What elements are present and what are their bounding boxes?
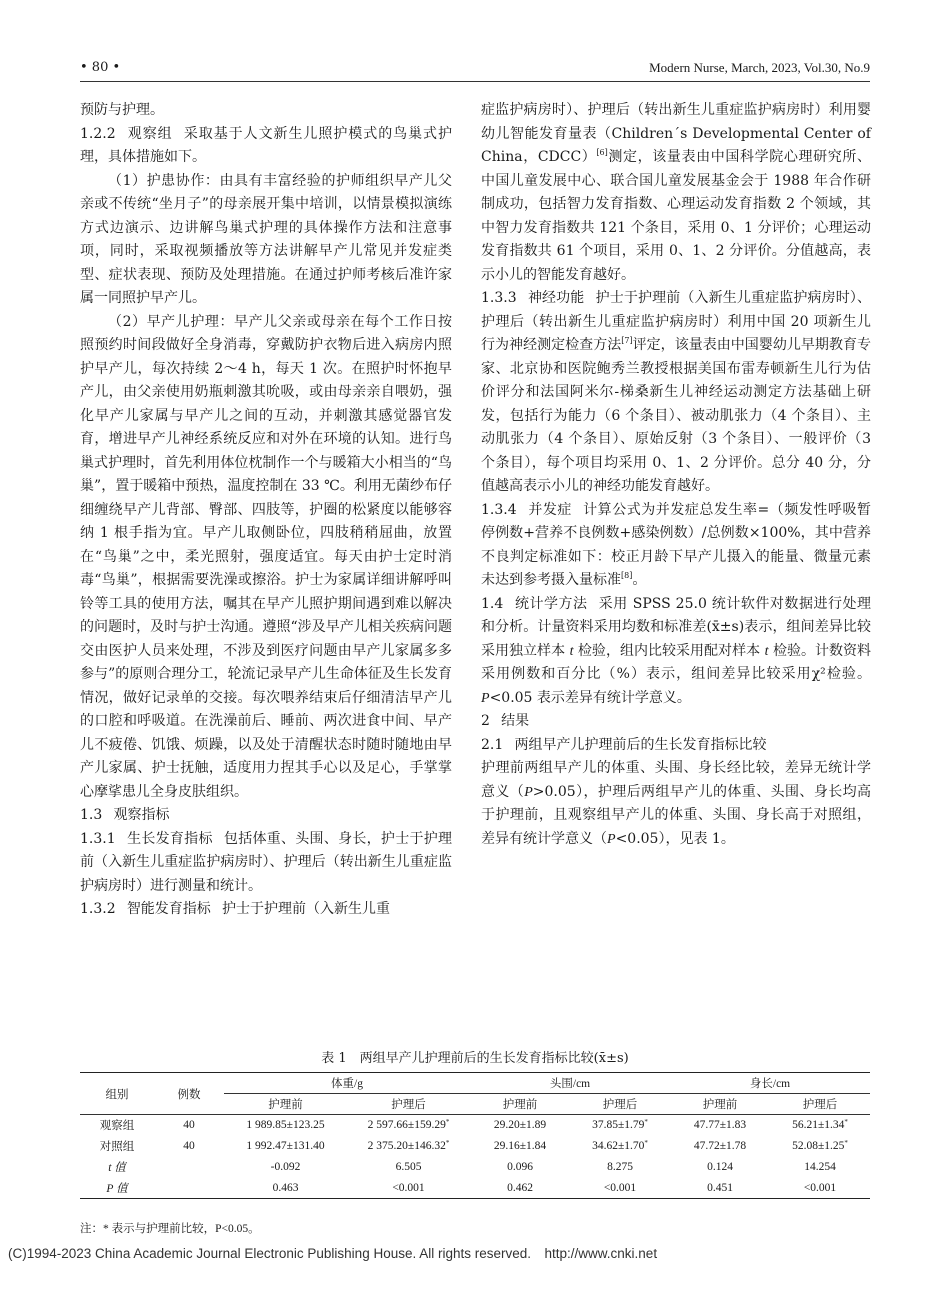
- growth-table: [80, 1072, 870, 1199]
- cell: 8.275: [607, 1161, 633, 1173]
- section-text: 采取基于人文新生儿照护模式的鸟巢式护理，具体措施如下。: [80, 125, 453, 165]
- cell: 47.72±1.78: [693, 1140, 747, 1152]
- section-title: 并发症: [527, 501, 572, 518]
- cell: <0.001: [570, 1178, 670, 1199]
- running-header: [80, 58, 870, 82]
- table-row: [80, 1136, 870, 1157]
- th-after: 护理后: [770, 1094, 870, 1115]
- section-number: 2: [481, 713, 490, 729]
- section-text: <0.05 表示差异有统计学意义。: [489, 689, 691, 706]
- cell: 0.462: [470, 1178, 570, 1199]
- section-text: 检验。计数资料采用例数和百分比（%）表示，组间差异比较采用χ²检验。: [481, 642, 872, 682]
- cell: [770, 1115, 870, 1136]
- section-1-3-2: [80, 898, 452, 922]
- text-span: >0.05），护理后两组早产儿的体重、头围、身长均高于护理前，且观察组早产儿的体重、头围、身长高于对照组，差异有统计学意义（: [481, 783, 872, 847]
- page-number: • 80 •: [80, 60, 121, 75]
- cell: 14.254: [804, 1161, 836, 1173]
- paragraph: （2）早产儿护理：早产儿父亲或母亲在每个工作日按照预约时间段做好全身消毒，穿戴防护衣物后进入病房内照护早产儿，每次持续 2～4 h，每天 1 次。在照护时怀抱早产儿，由父亲使用奶瓶刺激其吮吸，或由母亲亲自喂奶，强化早产儿家属与早产儿之间的互动，并刺激其感觉器官发育，增进早产儿神经系统反应和对外在环境的认知。进行鸟巢式护理时，首先利用体位枕制作一个与暖箱大小相当的“鸟巢”，置于暖箱中预热，温度控制在 33 ℃。利用无菌纱布仔细缠绕早产儿背部、臀部、四肢等，护圈的松紧度以能够容纳 1 根手指为宜。早产儿取侧卧位，四肢稍稍屈曲，放置在“鸟巢”之中，柔光照射，强度适宜。每天由护士定时消毒“鸟巢”，根据需要洗澡或擦浴。护士为家属详细讲解呼叫铃等工具的使用方法，嘱其在早产儿照护期间遇到难以解决的问题时，及时与护士沟通。遵照“涉及早产儿相关疾病问题交由医护人员来处理，不涉及到医疗问题由早产儿家属多多参与”的原则合理分工，轮流记录早产儿生命体征及生长发育情况，做好记录单的交接。每次喂养结束后仔细清洁早产儿的口腔和呼吸道。在洗澡前后、睡前、两次进食中间、早产儿不疲倦、饥饿、烦躁，以及处于清醒状态时随时随地由早产儿家属、护士抚触，适度用力捏其手心以及足心，手掌掌心摩挲患儿全身皮肤组织。: [80, 313, 452, 800]
- section-number: 1.2.2: [80, 125, 116, 142]
- th-weight: 体重/g: [224, 1073, 470, 1094]
- section-title: 神经功能: [527, 290, 585, 306]
- italic-p: P: [524, 784, 533, 800]
- section-title: 统计学方法: [514, 595, 588, 612]
- section-1-3-1: [80, 828, 452, 899]
- cell: 29.20±1.89: [493, 1119, 547, 1132]
- italic-t: t: [569, 643, 574, 659]
- th-length: 身长/cm: [670, 1073, 870, 1094]
- th-after: 护理后: [347, 1094, 470, 1115]
- copyright-footer: (C)1994-2023 China Academic Journal Electronic Publishing House. All rights reserved. http://www.cnki.net: [8, 1246, 658, 1261]
- journal-info: Modern Nurse, March, 2023, Vol.30, No.9: [649, 60, 870, 75]
- section-1-3-3: [481, 287, 871, 499]
- italic-t: t: [764, 643, 769, 659]
- section-text: 。: [632, 572, 647, 588]
- text-span: 护理前两组早产儿的体重、头围、身长经比较，差异无统计学意义（: [481, 760, 871, 800]
- paragraph: 预防与护理。: [80, 102, 164, 118]
- citation: [8]: [621, 571, 633, 580]
- sig-mark: *: [844, 1118, 848, 1127]
- cell: 观察组: [99, 1120, 135, 1133]
- cell: 29.16±1.84: [493, 1140, 547, 1152]
- right-column: [481, 99, 871, 851]
- th-before: 护理前: [224, 1094, 347, 1115]
- cell: -0.092: [270, 1161, 301, 1173]
- cell: 0.451: [670, 1178, 770, 1199]
- text-span: 症监护病房时）、护理后（转出新生儿重症监护病房时）利用婴幼儿智能发育量表（Children´s Developmental Center of China，CDCC）: [481, 102, 871, 165]
- value: 2 375.20±146.32: [367, 1140, 446, 1152]
- cell: 0.124: [707, 1161, 733, 1173]
- cell: 47.77±1.83: [693, 1119, 747, 1132]
- cell: <0.001: [347, 1178, 470, 1199]
- section-title: 两组早产儿护理前后的生长发育指标比较: [514, 736, 767, 753]
- section-1-3-4: [481, 499, 871, 593]
- section-number: 1.3.3: [481, 290, 517, 306]
- th-before: 护理前: [470, 1094, 570, 1115]
- italic-p: P: [607, 831, 616, 847]
- italic-p: P: [481, 690, 490, 706]
- section-title: 智能发育指标: [126, 901, 211, 917]
- section-text: 护士于护理前（入新生儿重: [222, 901, 390, 917]
- section-number: 1.4: [481, 595, 504, 612]
- cell: 40: [183, 1119, 195, 1132]
- section-number: 1.3.2: [80, 901, 116, 917]
- th-n: 例数: [154, 1073, 224, 1115]
- cell: 1 989.85±123.25: [246, 1119, 325, 1132]
- cell: [347, 1136, 470, 1157]
- section-title: 结果: [501, 713, 530, 729]
- sig-mark: *: [445, 1118, 450, 1127]
- th-head: 头围/cm: [470, 1073, 670, 1094]
- cell: 6.505: [395, 1161, 422, 1173]
- left-column: [80, 99, 452, 922]
- cell: t 值: [108, 1162, 126, 1174]
- cell: [570, 1136, 670, 1157]
- paragraph: [481, 757, 871, 851]
- table-note: 注：* 表示与护理前比较，P<0.05。: [80, 1223, 260, 1235]
- section-2-1: [481, 734, 871, 758]
- paragraph: [481, 99, 871, 287]
- value: 52.08±1.25: [792, 1140, 845, 1152]
- cell: 0.096: [507, 1161, 533, 1173]
- cell: [154, 1157, 224, 1178]
- text-span: <0.05），见表 1。: [615, 830, 735, 847]
- section-1-2-2: [80, 123, 452, 170]
- section-title: 生长发育指标: [126, 830, 213, 847]
- text-span: 测定，该量表由中国科学院心理研究所、中国儿童发展中心、联合国儿童发展基金会于 1988 年合作研制成功，包括智力发育指数、心理运动发育指数 2 个领域，其中智力发育指数共 121 个条目，采用 0、1 分评价；心理运动发育指数共 61 个项目，采用 0、1、2 分评价。分值越高，表示小儿的智能发育越好。: [481, 149, 872, 283]
- cell: 0.463: [224, 1178, 347, 1199]
- cell: P 值: [80, 1178, 154, 1199]
- cell: 1 992.47±131.40: [246, 1140, 325, 1152]
- cell: [570, 1115, 670, 1136]
- cell: [347, 1115, 470, 1136]
- section-1-4: [481, 593, 871, 711]
- section-1-3: [80, 804, 452, 828]
- table-row: [80, 1178, 870, 1199]
- table-row: [80, 1157, 870, 1178]
- sig-mark: *: [445, 1139, 450, 1147]
- section-text: 包括体重、头围、身长，护士于护理前（入新生儿重症监护病房时）、护理后（转出新生儿重症监护病房时）进行测量和统计。: [80, 830, 453, 894]
- value: 34.62±1.70: [592, 1140, 645, 1152]
- value: 2 597.66±159.29: [367, 1119, 446, 1132]
- table-row: [80, 1115, 870, 1136]
- section-text: 护士于护理前（入新生儿重症监护病房时）、护理后（转出新生儿重症监护病房时）利用中国 20 项新生儿行为神经测定检查方法: [481, 290, 871, 353]
- section-text: 采用 SPSS 25.0 统计软件对数据进行处理和分析。计量资料采用均数和标准差(x̄±s)表示，组间差异比较采用独立样本: [481, 595, 872, 659]
- section-number: 1.3.4: [481, 501, 517, 518]
- cell: <0.001: [770, 1178, 870, 1199]
- section-number: 1.3.1: [80, 830, 116, 847]
- table-caption: 表 1 两组早产儿护理前后的生长发育指标比较(x̄±s): [321, 1051, 629, 1066]
- table-header-row: [80, 1073, 870, 1094]
- sig-mark: *: [644, 1139, 648, 1147]
- citation: [7]: [621, 336, 633, 345]
- section-number: 2.1: [481, 736, 504, 753]
- citation: [6]: [596, 148, 608, 157]
- section-text: 计算公式为并发症总发生率=（频发性呼吸暂停例数+营养不良例数+感染例数）/总例数×100%，其中营养不良判定标准如下：校正月龄下早产儿摄入的能量、微量元素未达到参考摄入量标准: [481, 501, 872, 588]
- th-group: 组别: [80, 1073, 154, 1115]
- section-2: [481, 710, 871, 734]
- cell: 对照组: [99, 1141, 135, 1153]
- sig-mark: *: [644, 1118, 648, 1127]
- section-title: 观察指标: [113, 807, 170, 823]
- section-text: 评定，该量表由中国婴幼儿早期教育专家、北京协和医院鲍秀兰教授根据美国布雷寿顿新生儿行为估价评分和法国阿米尔-梯桑新生儿神经运动测定方法基础上研发，包括行为能力（6 个条目）、被动肌张力（4 个条目）、主动肌张力（4 个条目）、原始反射（3 个条目）、一般评价（3 个条目），每个项目均采用 0、1、2 分评价。总分 40 分，分值越高表示小儿的神经功能发育越好。: [481, 337, 872, 494]
- paragraph: （1）护患协作：由具有丰富经验的护师组织早产儿父亲或不传统“坐月子”的母亲展开集中培训，以情景模拟演练方式边演示、边讲解鸟巢式护理的具体操作方法和注意事项，同时，采取视频播放等方法讲解早产儿常见并发症类型、症状表现、预防及处理措施。在通过护师考核后准许家属一同照护早产儿。: [80, 172, 452, 306]
- cell: [154, 1178, 224, 1199]
- cell: 40: [183, 1140, 195, 1152]
- cell: [770, 1136, 870, 1157]
- sig-mark: *: [844, 1139, 848, 1147]
- section-number: 1.3: [80, 807, 103, 823]
- value: 37.85±1.79: [592, 1119, 645, 1132]
- th-after: 护理后: [570, 1094, 670, 1115]
- th-before: 护理前: [670, 1094, 770, 1115]
- section-title: 观察组: [126, 125, 173, 142]
- section-text: 检验，组内比较采用配对样本: [577, 642, 761, 659]
- value: 56.21±1.34: [792, 1119, 845, 1132]
